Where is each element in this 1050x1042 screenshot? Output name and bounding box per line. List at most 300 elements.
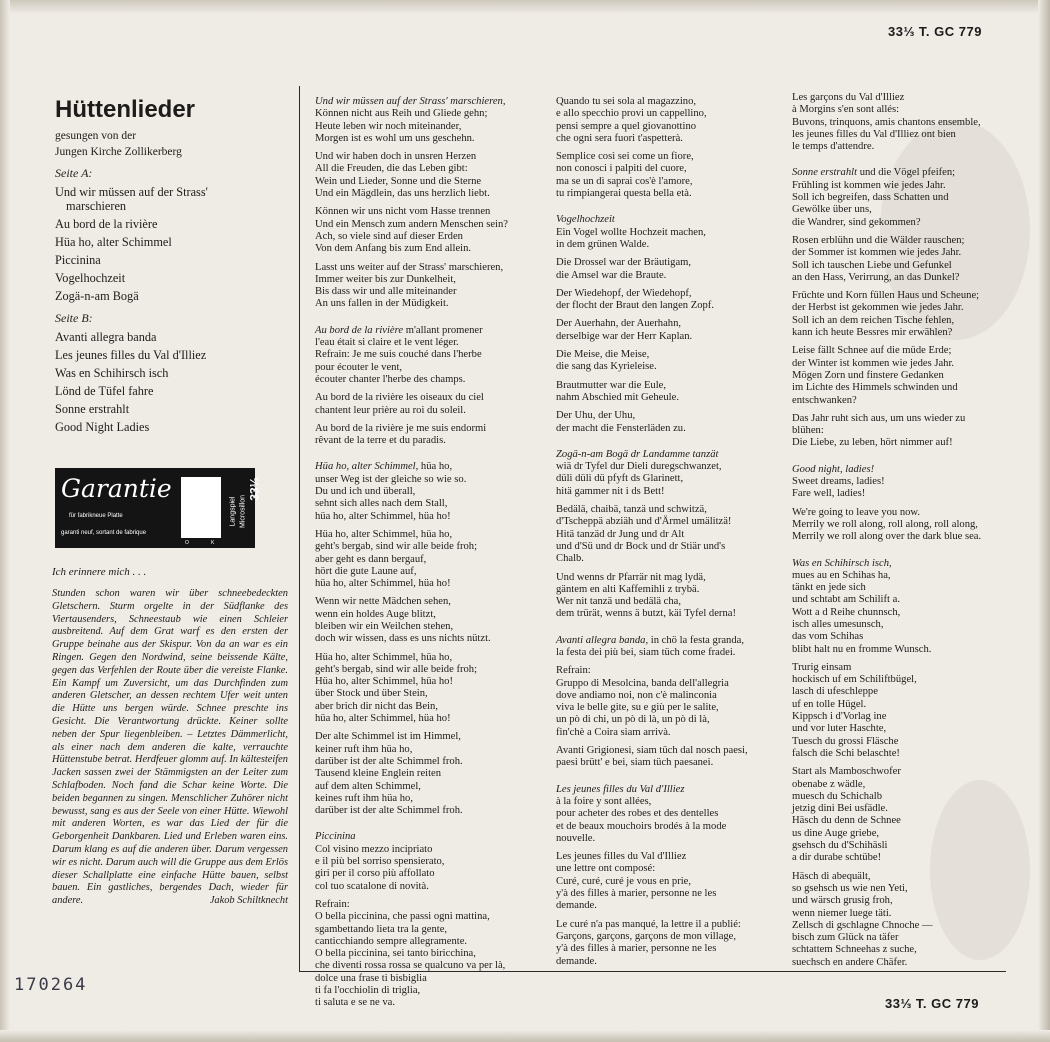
track-title: Sonne erstrahlt <box>55 402 130 416</box>
lyric-line: der Herbst ist gekommen wie jedes Jahr. <box>792 302 964 314</box>
stanza <box>315 844 550 893</box>
stanza <box>556 318 778 343</box>
lyric-line: muesch du Schichalb <box>792 790 883 802</box>
stanza <box>556 96 778 145</box>
song-title: Zogä-n-am Bogä dr Landamme tanzät <box>556 448 719 460</box>
lyric-line: Die Drossel war der Bräutigam, <box>556 257 692 269</box>
stanza <box>556 796 778 845</box>
lyric-line: Buvons, trinquons, amis chantons ensemble, <box>792 116 981 128</box>
lyric-line: wenn ein holdes Auge blitzt, <box>315 608 436 620</box>
track-title: Lönd de Tüfel fahre <box>55 384 154 398</box>
stanza <box>792 290 1014 339</box>
song-block <box>315 831 550 1023</box>
lyric-line: la festa dei più bei, siam tüch come fradei. <box>556 646 736 658</box>
stanza <box>315 262 550 311</box>
track-title: Und wir müssen auf der Strass' <box>55 185 208 199</box>
liner-text: Stunden schon waren wir über schneebedeckten Gletschern. Sturm orgelte in der Südflanke des Viertausenders, Schneestaub wie einen Schleier ausbreitend. Auf dem Grat warf es den ersten der Gruppe beinahe aus der Skispur. Von da an war es ein Ringen. Gegen den Nordwind, seine beissende Kälte, gegen das Verfehlen der Route über die vereiste Flanke. Ein Kampf um Zuversicht, um das Durchfinden zum anderen Gletscher, an dessen rechtem Ufer weit unten die Hütte uns bergen würde. Schnee preschte ins Gesicht. Die Verantwortung drückte. Keiner sollte neben der Spur liegenbleiben. – Letztes Dämmerlicht, als einer nach dem anderen die kalte, verrauchte Hüttenstube betrat. Herdfeuer glomm auf. In kältesteifen Jacken sassen zwei der Stämmigsten an der Leiter zum Schlafboden. Noch fand die Schar keine Worte. Die beiden begannen zu singen. Menschlicher Zuhörer nicht bewusst, sang es aus der Seele von einer Hütte. Wiewohl mit anderen Worten, es war das Lied der für die Geborgenheit Dankbaren. Lied und Erleben waren eins. Darum klang es auf die anderen über. Darum vergessen wir es nicht. Darum auch will die Gruppe aus dem Erlös dieser Schallplatte eine einfache Hütte bauen, selbst bauen. Ein gastliches, bergendes Dach, wieder für andere. <box>52 588 288 907</box>
lyric-line: mues au en Schihas ha, <box>792 569 891 581</box>
lyric-line: Hitä tanzäd dr Jung und dr Alt <box>556 528 685 540</box>
lyric-line: der Sommer ist kommen wie jedes Jahr. <box>792 247 962 259</box>
track-title: Hüa ho, alter Schimmel <box>55 235 172 249</box>
stanza <box>556 461 778 498</box>
stanza <box>556 647 778 659</box>
lyric-line: tänkt en jede sich <box>792 582 866 594</box>
lyric-line: lasch di ufeschleppe <box>792 686 878 698</box>
lyric-line: das vom Schihas <box>792 631 864 643</box>
lyric-line: Chalb. <box>556 553 584 565</box>
lyric-line: Col visino mezzo incipriato <box>315 843 433 855</box>
lyric-line: über Stock und über Stein, <box>315 688 428 700</box>
song-block <box>556 784 778 982</box>
lyric-line: der macht die Fensterläden zu. <box>556 422 686 434</box>
lyric-text: m'allant promener <box>403 324 483 336</box>
lyric-text: und die Vögel pfeifen; <box>857 167 956 179</box>
lyric-line: Bedälä, chaibä, tanzä und schwitzä, <box>556 504 707 516</box>
lyric-line: Refrain: Je me suis couché dans l'herbe <box>315 349 482 361</box>
garantie-caption: garanti neuf, sortant de fabrique <box>61 530 147 536</box>
lyric-line: à la foire y sont allées, <box>556 795 652 807</box>
lyric-line: Au bord de la rivière je me suis endormi <box>315 422 487 434</box>
lyric-line: dolce una frase ti bisbiglia <box>315 972 427 984</box>
track-title: marschieren <box>66 199 127 213</box>
track-title: Was en Schihirsch isch <box>55 366 169 380</box>
lyrics-column-1 <box>315 96 550 1024</box>
stanza <box>556 665 778 739</box>
lyric-line: die sang das Kyrieleise. <box>556 361 657 373</box>
lyric-line: Immer weiter bis zur Dunkelheit, <box>315 273 456 285</box>
album-title: Hüttenlieder <box>55 96 196 123</box>
lyric-line: à Morgins s'en sont allés: <box>792 104 900 116</box>
stanza <box>315 899 550 1010</box>
lyric-line: l'eau était si claire et le vent léger. <box>315 337 459 349</box>
stanza <box>792 92 1014 153</box>
lyric-line: Soll ich tauschen Liebe und Gefunkel <box>792 259 952 271</box>
lyric-line: Häsch du denn de Schnee <box>792 815 901 827</box>
lyric-line: und d'Sü und dr Bock und dr Stiär und's <box>556 540 726 552</box>
lyric-line: entschwanken? <box>792 394 857 406</box>
lyric-line: Mögen Zorn und finstere Gedanken <box>792 369 944 381</box>
stanza <box>315 392 550 417</box>
lyric-line: Können nicht aus Reih und Gliede gehn; <box>315 108 488 120</box>
stanza <box>556 919 778 968</box>
lyric-line: Hüa ho, alter Schimmel, hüa ho, <box>315 528 453 540</box>
sleeve-edge-right <box>1038 0 1050 1042</box>
lyric-line: aber brich dir nicht das Bein, <box>315 700 438 712</box>
liner-heading: Ich erinnere mich . . . <box>52 566 147 578</box>
lyric-line: Hüa ho, alter Schimmel, hüa ho, <box>315 651 453 663</box>
lyrics-column-3 <box>792 92 1014 983</box>
lyric-line: keines ruft ihm hüa ho, <box>315 792 413 804</box>
lyric-line: Rosen erblühn und die Wälder rauschen; <box>792 234 965 246</box>
lyric-line: chantent leur prière au roi du soleil. <box>315 404 466 416</box>
lyric-line: pour écouter le vent, <box>315 361 403 373</box>
lyric-line: Leise fällt Schnee auf die müde Erde; <box>792 345 952 357</box>
song-block <box>792 464 1014 558</box>
stanza <box>792 476 1014 501</box>
lyric-line: und wärsch grusig froh, <box>792 895 893 907</box>
stanza <box>792 871 1014 969</box>
lyric-line: Und wenns dr Pfarrär nit mag lydä, <box>556 571 706 583</box>
lyric-line: Semplice così sei come un fiore, <box>556 151 694 163</box>
stanza <box>792 180 1014 229</box>
sleeve-edge-bottom <box>0 1030 1050 1042</box>
lyric-line: Les jeunes filles du Val d'Illiez <box>556 851 687 863</box>
lyric-line: düli düli dü pfyft ds Glarinett, <box>556 473 684 485</box>
song-title-line <box>792 167 1014 179</box>
lyric-line: le temps d'attendre. <box>792 141 875 153</box>
lyric-line: canticchiando sempre allegramente. <box>315 935 468 947</box>
song-title: Und wir müssen auf der Strass' marschieren, <box>315 96 506 107</box>
catalog-number-bottom: 33⅓ T. GC 779 <box>885 996 979 1011</box>
lyric-line: Au bord de la rivière les oiseaux du ciel <box>315 392 484 404</box>
lyric-line: derselbige war der Herr Kaplan. <box>556 330 693 342</box>
lyric-line: hüa ho, alter Schimmel, hüa ho! <box>315 713 451 725</box>
lyric-line: e allo specchio provi un cappellino, <box>556 108 707 120</box>
lyric-line: Soll ich begreifen, dass Schatten und <box>792 192 949 204</box>
stanza <box>315 151 550 200</box>
lyric-line: Und ein Mensch zum andern Menschen sein? <box>315 218 508 230</box>
liner-notes <box>52 566 288 906</box>
stanza <box>315 529 550 590</box>
lyric-line: che ogni sera fuori t'aspetterà. <box>556 132 683 144</box>
stanza <box>315 596 550 645</box>
lyric-line: darüber ist der alte Schimmel froh. <box>315 805 463 817</box>
sleeve-edge-left <box>0 0 10 1042</box>
lyric-line: und vor luter Haschte, <box>792 723 887 735</box>
lyric-line: nouvelle. <box>556 832 596 844</box>
lyric-line: hockisch uf em Schiliftbügel, <box>792 674 917 686</box>
lyric-line: uf en tolle Hügel. <box>792 698 867 710</box>
song-block <box>315 461 550 831</box>
lyric-line: Soll ich an dem reichen Tische fehlen, <box>792 314 955 326</box>
lyric-line: Le curé n'a pas manqué, la lettre il a publié: <box>556 918 741 930</box>
lyric-line: bleiben wir ein Weilchen stehen, <box>315 620 454 632</box>
lyric-line: paesi brütt' e bei, siam tüch paesanei. <box>556 757 714 769</box>
song-title-line <box>556 449 778 461</box>
lyric-line: schtattem Schneehas z suche, <box>792 944 917 956</box>
lyric-line: viva le belle gite, su e giù per le salite, <box>556 702 719 714</box>
lyric-text: hüa ho, <box>418 461 453 473</box>
song-title: Vogelhochzeit <box>556 214 615 226</box>
song-block <box>792 558 1014 984</box>
lyric-line: Lasst uns weiter auf der Strass' marschieren, <box>315 261 504 273</box>
lyric-line: Gruppo di Mesolcina, banda dell'allegria <box>556 677 729 689</box>
lyric-line: dove andiamo noi, non c'è malinconia <box>556 689 717 701</box>
lyric-line: All die Freuden, die das Leben gibt: <box>315 163 468 175</box>
garantie-caption: für fabrikneue Platte <box>69 513 123 519</box>
lyric-line: Morgen ist es wohl um uns geschehn. <box>315 132 475 144</box>
song-block <box>792 92 1014 167</box>
lyric-text: in chö la festa granda, <box>648 634 745 646</box>
lyric-line: Die Liebe, zu leben, hört nimmer auf! <box>792 437 953 449</box>
speed-label: 33⅓ <box>247 477 262 501</box>
lyric-line: Quando tu sei sola al magazzino, <box>556 96 697 107</box>
lyric-line: Das Jahr ruht sich aus, um uns wieder zu <box>792 412 966 424</box>
lyric-line: falsch die Schi belaschte! <box>792 747 900 759</box>
lyric-line: so gsehsch us wie nen Yeti, <box>792 882 908 894</box>
lyric-line: us dine Auge griebe, <box>792 827 880 839</box>
lyric-line: blibt halt nu en fromme Wunsch. <box>792 643 932 655</box>
song-title: Au bord de la rivière <box>315 324 404 336</box>
lyric-line: ti saluta e se ne va. <box>315 997 396 1009</box>
lyric-line: geht's bergab, sind wir alle beide froh; <box>315 663 478 675</box>
stanza <box>315 474 550 523</box>
lyric-line: dem trürät, wenns ä butzt, käi Tyfel derna! <box>556 608 736 620</box>
format-label: Microsillon <box>239 494 247 529</box>
lyric-line: keiner ruft ihm hüa ho, <box>315 743 413 755</box>
lyric-line: Ein Vogel wollte Hochzeit machen, <box>556 226 706 238</box>
lyric-line: Trurig einsam <box>792 661 852 673</box>
lyric-line: Und wir haben doch in unsren Herzen <box>315 151 477 163</box>
tracklist-panel <box>46 96 292 436</box>
lyric-line: Der alte Schimmel ist im Himmel, <box>315 731 461 743</box>
lyric-line: y'à des filles à marier, personne ne les <box>556 943 717 955</box>
lyric-line: Die Meise, die Meise, <box>556 349 650 361</box>
song-title-line <box>792 558 1014 570</box>
lyric-line: hört die gute Laune auf, <box>315 565 417 577</box>
lyric-line: Frühling ist kommen wie jedes Jahr. <box>792 179 946 191</box>
lyric-line: Fare well, ladies! <box>792 488 866 500</box>
song-title-line <box>315 325 550 337</box>
track-title: Zogä-n-am Bogä <box>55 289 139 303</box>
lyric-line: Merrily we roll along, roll along, roll along, <box>792 518 978 530</box>
lyric-line: hüa ho, alter Schimmel, hüa ho! <box>315 510 451 522</box>
lyric-line: Refrain: <box>556 665 591 677</box>
lyric-line: Wer nit tanzä und bedälä cha, <box>556 596 682 608</box>
song-title: Sonne erstrahlt <box>792 167 858 179</box>
lyric-line: a dir durabe schtübe! <box>792 852 882 864</box>
song-block <box>315 325 550 462</box>
song-block <box>556 449 778 635</box>
lyric-line: die Amsel war die Braute. <box>556 269 667 281</box>
lyric-line: y'à des filles à marier, personne ne les <box>556 888 717 900</box>
catalog-number-top: 33⅓ T. GC 779 <box>888 24 982 39</box>
stanza <box>315 337 550 386</box>
ok-box <box>181 477 221 538</box>
track-title: Les jeunes filles du Val d'Illiez <box>55 348 207 362</box>
liner-signature: Jakob Schiltknecht <box>209 894 288 906</box>
song-block <box>556 96 778 214</box>
song-block <box>556 214 778 448</box>
stanza <box>315 108 550 145</box>
stanza <box>315 206 550 255</box>
lyric-line: les jeunes filles du Val d'Illiez ont bien <box>792 128 956 140</box>
lyric-line: hüa ho, alter Schimmel, hüa ho! <box>315 578 451 590</box>
lyric-line: non conosci i palpiti del cuore, <box>556 163 687 175</box>
track-title: Good Night Ladies <box>55 420 150 434</box>
stanza <box>792 413 1014 450</box>
song-title-line <box>792 464 1014 476</box>
lyric-line: Bis dass wir und alle miteinander <box>315 286 457 298</box>
lyric-line: Hüa ho, alter Schimmel, hüa ho! <box>315 676 453 688</box>
lyric-line: e il più bel sorriso spensierato, <box>315 856 445 868</box>
lyric-line: kann ich heute Bessres mir erwählen? <box>792 327 953 339</box>
lyric-line: isch alles umesunsch, <box>792 618 884 630</box>
lyric-line: Häsch di abequält, <box>792 870 871 882</box>
lyric-line: Und ein Mägdlein, das uns herzlich liebt. <box>315 188 490 200</box>
lyric-line: ti fa l'occhiolin di triglia, <box>315 985 421 996</box>
lyric-line: Curé, curé, curé je vous en prie, <box>556 875 692 887</box>
album-subtitle: gesungen von der <box>55 130 137 142</box>
song-title-line <box>315 96 550 108</box>
lyric-line: pensi sempre a quel giovanottino <box>556 120 697 132</box>
stanza <box>556 288 778 313</box>
song-title: Avanti allegra banda, <box>556 634 649 646</box>
lyric-line: Kippsch i d'Vorlag ine <box>792 711 887 723</box>
column-divider <box>299 86 300 972</box>
lyric-line: Garçons, garçons, garçons de mon village, <box>556 930 737 942</box>
lyric-line: Tuesch du grossi Fläsche <box>792 735 899 747</box>
lyric-line: Früchte und Korn füllen Haus und Scheune; <box>792 290 980 302</box>
stamped-number: 170264 <box>14 975 88 995</box>
lyric-line: sehnt sich alles nach dem Stall, <box>315 498 448 510</box>
garantie-word: Garantie <box>61 474 172 503</box>
lyric-line: gäntem en alti Kaffemihli z trybä. <box>556 583 700 595</box>
lyric-line: écouter chanter l'herbe des champs. <box>315 373 466 385</box>
lyric-line: O bella piccinina, sei tanto biricchina, <box>315 948 476 960</box>
song-title: Les jeunes filles du Val d'Illiez <box>556 783 685 795</box>
song-block <box>792 167 1014 463</box>
lyric-line: pour acheter des robes et des dentelles <box>556 808 719 820</box>
lyric-line: Heute leben wir noch miteinander, <box>315 120 462 132</box>
lyric-line: Von dem Anfang bis zum End allein. <box>315 243 472 255</box>
lyric-line: Les garçons du Val d'Illiez <box>792 92 905 103</box>
garantie-badge <box>55 468 262 548</box>
lyric-line: doch wir wissen, dass es uns nichts nützt. <box>315 633 491 645</box>
album-subtitle: Jungen Kirche Zollikerberg <box>55 146 182 158</box>
lyric-line: un pò di chi, un pò di là, un pò di là, <box>556 714 710 726</box>
lyric-line: geht's bergab, sind wir alle beide froh; <box>315 541 478 553</box>
song-title-line <box>556 214 778 226</box>
stanza <box>792 570 1014 656</box>
lyric-line: Können wir uns nicht vom Hasse trennen <box>315 206 491 218</box>
lyric-line: Start als Mamboschwofer <box>792 766 901 778</box>
lyric-line: d'Tscheppä abziäh und d'Ärmel umälitzä! <box>556 516 732 528</box>
lyric-line: Tausend kleine Englein reiten <box>315 768 442 780</box>
lyric-line: im Lichte des Himmels schwinden und <box>792 382 958 394</box>
song-title: Hüa ho, alter Schimmel, <box>315 461 419 473</box>
lyric-line: in dem grünen Walde. <box>556 238 650 250</box>
stanza <box>315 731 550 817</box>
lyric-line: demande. <box>556 900 597 912</box>
stanza <box>792 766 1014 864</box>
stanza <box>556 349 778 374</box>
lyric-line: Avanti Grigionesi, siam tüch dal nosch paesi, <box>556 745 748 757</box>
lyric-line: hitä gammer nit i ds Bett! <box>556 485 665 497</box>
lyric-line: darüber ist der alte Schimmel froh. <box>315 755 463 767</box>
ok-letter: O <box>185 540 189 546</box>
lyric-line: O bella piccinina, che passi ogni mattina, <box>315 911 490 923</box>
lyric-line: die Wandrer, sind gekommen? <box>792 216 921 228</box>
song-title-line <box>556 635 778 647</box>
lyric-line: wenn niemer luege täti. <box>792 907 892 919</box>
stanza <box>556 851 778 912</box>
song-block <box>315 96 550 325</box>
lyric-line: che diventi rossa rossa se qualcuno va per là, <box>315 960 506 972</box>
stanza <box>556 572 778 621</box>
stanza <box>556 380 778 405</box>
track-title: Au bord de la rivière <box>55 217 158 231</box>
stanza <box>556 410 778 435</box>
stanza <box>792 235 1014 284</box>
lyric-line: demande. <box>556 955 597 967</box>
lyric-line: et de beaux mouchoirs brodés à la mode <box>556 820 727 832</box>
sleeve-edge-top <box>0 0 1050 14</box>
lyric-line: We're going to leave you now. <box>792 506 921 518</box>
lyric-line: fin'chè a Coira siam arrivà. <box>556 726 671 738</box>
track-title: Piccinina <box>55 253 101 267</box>
song-title-line <box>556 784 778 796</box>
lyric-line: der Winter ist kommen wie jedes Jahr. <box>792 357 955 369</box>
stanza <box>315 652 550 726</box>
ok-letter: K <box>211 540 215 546</box>
lyric-line: Refrain: <box>315 898 350 910</box>
stanza <box>556 151 778 200</box>
lyric-line: An uns fallen in der Müdigkeit. <box>315 298 449 310</box>
lyric-line: Gewölke über uns, <box>792 204 872 216</box>
lyric-line: rêvant de la terre et du paradis. <box>315 435 446 447</box>
lyric-line: ma se un dì saprai cos'è l'amore, <box>556 175 693 187</box>
lyric-line: obenabe z wädle, <box>792 778 866 790</box>
lyric-line: Wenn wir nette Mädchen sehen, <box>315 596 451 608</box>
lyric-line: Der Uhu, der Uhu, <box>556 410 636 422</box>
song-title-line <box>315 831 550 843</box>
lyric-line: tu rimpiangerai questa bella età. <box>556 188 692 200</box>
song-title: Good night, ladies! <box>792 463 875 475</box>
lyric-line: jetzig dini Bei usfädle. <box>792 803 888 815</box>
song-title: Piccinina <box>315 831 356 843</box>
lyric-line: Der Wiedehopf, der Wiedehopf, <box>556 287 692 299</box>
lyric-line: Zellsch di gschlagne Chnoche — <box>792 919 933 931</box>
lyric-line: sgambettando lieta tra la gente, <box>315 923 448 935</box>
lyric-line: col tuo scatalone di novità. <box>315 880 429 892</box>
song-title-line <box>315 461 550 473</box>
lyric-line: an den Hass, Verirrung, an das Dunkel? <box>792 271 960 283</box>
song-title: Was en Schihirsch isch, <box>792 557 892 569</box>
lyric-line: aber geht es dann bergauf, <box>315 553 427 565</box>
side-b-heading: Seite B: <box>55 311 93 325</box>
stanza <box>792 662 1014 760</box>
lyric-line: gsehsch du d'Schihäsli <box>792 840 888 852</box>
stanza <box>556 227 778 252</box>
track-title: Vogelhochzeit <box>55 271 126 285</box>
lyric-line: der flocht der Braut den langen Zopf. <box>556 300 714 312</box>
lyric-line: Merrily we roll along over the dark blue sea. <box>792 531 982 543</box>
side-a-heading: Seite A: <box>55 166 93 180</box>
lyric-line: Wein und Lieder, Sonne und die Sterne <box>315 175 482 187</box>
stanza <box>792 345 1014 406</box>
stanza <box>792 507 1014 544</box>
lyric-line: Du und ich und überall, <box>315 486 416 498</box>
lyric-line: und schtabt am Schilift a. <box>792 594 900 606</box>
track-title: Avanti allegra banda <box>55 330 157 344</box>
lyric-line: blühen: <box>792 425 824 437</box>
format-label: Langspiel <box>229 496 237 527</box>
lyric-line: suechsch en andere Chäfer. <box>792 956 908 968</box>
stanza <box>556 257 778 282</box>
lyric-line: unser Weg ist der gleiche so wie so. <box>315 473 467 485</box>
lyric-line: giri per il corso più affollato <box>315 868 435 880</box>
lyric-line: Ach, so viele sind auf dieser Erden <box>315 230 463 242</box>
lyric-line: une lettre ont composé: <box>556 863 656 875</box>
stanza <box>315 423 550 448</box>
lyric-line: nahm Abschied mit Geheule. <box>556 391 679 403</box>
stanza <box>556 504 778 565</box>
lyrics-column-2 <box>556 96 778 982</box>
lyric-line: wiä dr Tyfel dur Dieli duregschwanzet, <box>556 461 722 473</box>
stanza <box>556 745 778 770</box>
song-block <box>556 635 778 784</box>
